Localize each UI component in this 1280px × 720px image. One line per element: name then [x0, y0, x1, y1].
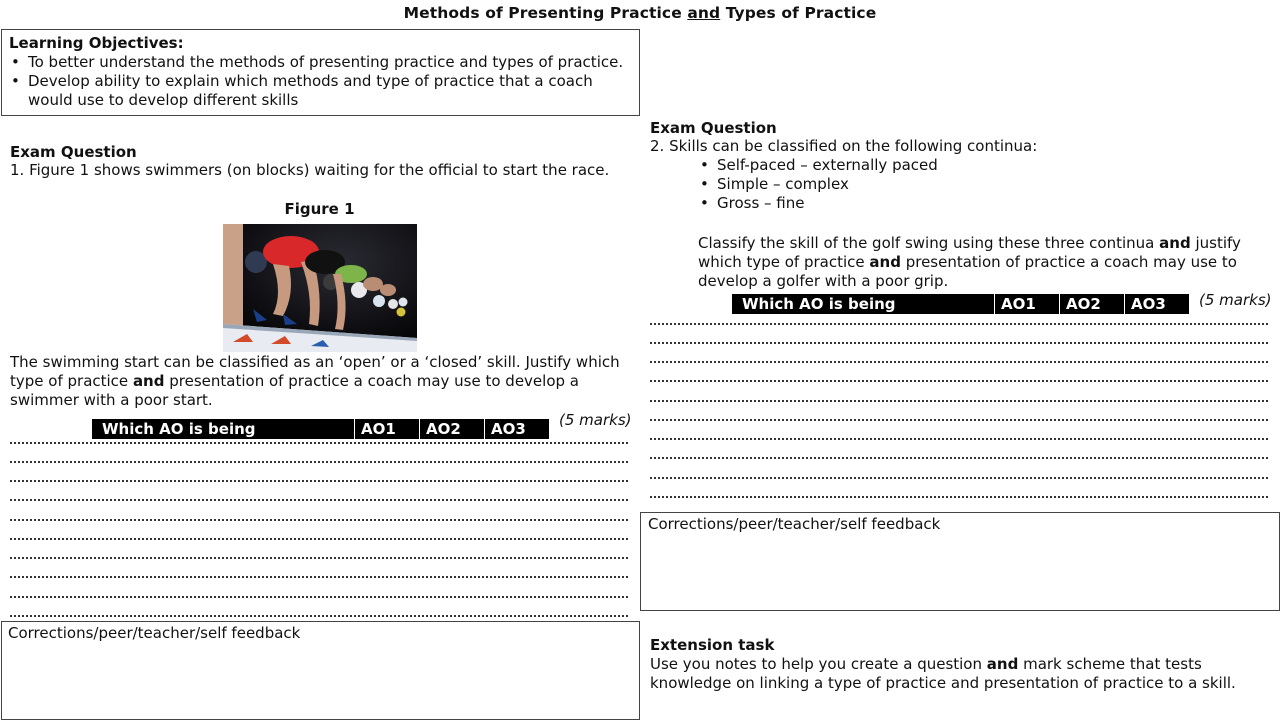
answer-line[interactable] — [650, 457, 1268, 459]
learning-objectives-heading: Learning Objectives: — [9, 34, 184, 52]
answer-line[interactable] — [10, 461, 628, 463]
q2-marks: (5 marks) — [1199, 291, 1272, 309]
feedback-label: Corrections/peer/teacher/self feedback — [648, 515, 941, 533]
ao-option-ao1[interactable]: AO1 — [354, 419, 419, 439]
answer-line[interactable] — [650, 323, 1268, 325]
title-and-emphasis: and — [687, 4, 721, 22]
answer-line[interactable] — [10, 596, 628, 598]
answer-line[interactable] — [650, 438, 1268, 440]
figure-caption: Figure 1 — [284, 200, 355, 218]
answer-line[interactable] — [650, 400, 1268, 402]
ao-option-ao2[interactable]: AO2 — [1059, 294, 1124, 314]
answer-line[interactable] — [650, 477, 1268, 479]
answer-line[interactable] — [10, 538, 628, 540]
answer-line[interactable] — [650, 496, 1268, 498]
answer-line[interactable] — [650, 380, 1268, 382]
learning-objectives-box — [1, 29, 640, 116]
swimmers-photo — [223, 224, 417, 352]
page-title: Methods of Presenting Practice and Types of Practice — [403, 4, 877, 22]
q1-feedback-box[interactable] — [1, 621, 640, 720]
ao-option-ao3[interactable]: AO3 — [1124, 294, 1189, 314]
objective-item: • To better understand the methods of presenting practice and types of practice. — [9, 53, 632, 72]
answer-line[interactable] — [10, 442, 628, 444]
q1-heading: Exam Question — [10, 143, 137, 161]
ao-question-label: Which AO is being questioned? — [742, 295, 896, 333]
continuum-item: • Self-paced – externally paced — [698, 156, 938, 175]
answer-line[interactable] — [10, 576, 628, 578]
answer-line[interactable] — [10, 519, 628, 521]
continuum-item: • Gross – fine — [698, 194, 938, 213]
q1-marks: (5 marks) — [559, 411, 632, 429]
answer-line[interactable] — [10, 557, 628, 559]
answer-line[interactable] — [10, 480, 628, 482]
ao-option-ao2[interactable]: AO2 — [419, 419, 484, 439]
continua-list — [698, 156, 938, 214]
answer-line[interactable] — [650, 342, 1268, 344]
ao-question-label: Which AO is being questioned? — [102, 420, 256, 458]
answer-line[interactable] — [650, 361, 1268, 363]
q2-heading: Exam Question — [650, 119, 777, 137]
answer-line[interactable] — [10, 499, 628, 501]
continuum-item: • Simple – complex — [698, 175, 938, 194]
objective-item: • Develop ability to explain which methods and type of practice that a coach would use to develop different skills — [9, 72, 632, 110]
q2-intro: 2. Skills can be classified on the following continua: — [650, 137, 1038, 155]
q2-prompt: Classify the skill of the golf swing using these three continua and justify which type of practice and presentation of practice a coach may use to develop a golfer with a poor grip. — [698, 234, 1241, 291]
extension-text: Use you notes to help you create a question and mark scheme that tests knowledge on linking a type of practice and presentation of practice to a skill. — [650, 655, 1236, 693]
learning-objectives-list — [9, 53, 632, 110]
swimmers-image-icon — [223, 224, 417, 352]
q2-ao-selector — [732, 294, 1189, 333]
q2-feedback-box[interactable] — [640, 512, 1280, 611]
ao-option-ao1[interactable]: AO1 — [994, 294, 1059, 314]
answer-line[interactable] — [650, 419, 1268, 421]
answer-line[interactable] — [10, 615, 628, 617]
extension-heading: Extension task — [650, 636, 775, 654]
feedback-label: Corrections/peer/teacher/self feedback — [8, 624, 301, 642]
q1-prompt: The swimming start can be classified as an ‘open’ or a ‘closed’ skill. Justify which type of practice and presentation of practice a coach may use to develop a swimmer with a poor start. — [10, 353, 620, 410]
q1-ao-selector — [92, 419, 549, 458]
ao-option-ao3[interactable]: AO3 — [484, 419, 549, 439]
q1-intro: 1. Figure 1 shows swimmers (on blocks) waiting for the official to start the race. — [10, 161, 610, 179]
